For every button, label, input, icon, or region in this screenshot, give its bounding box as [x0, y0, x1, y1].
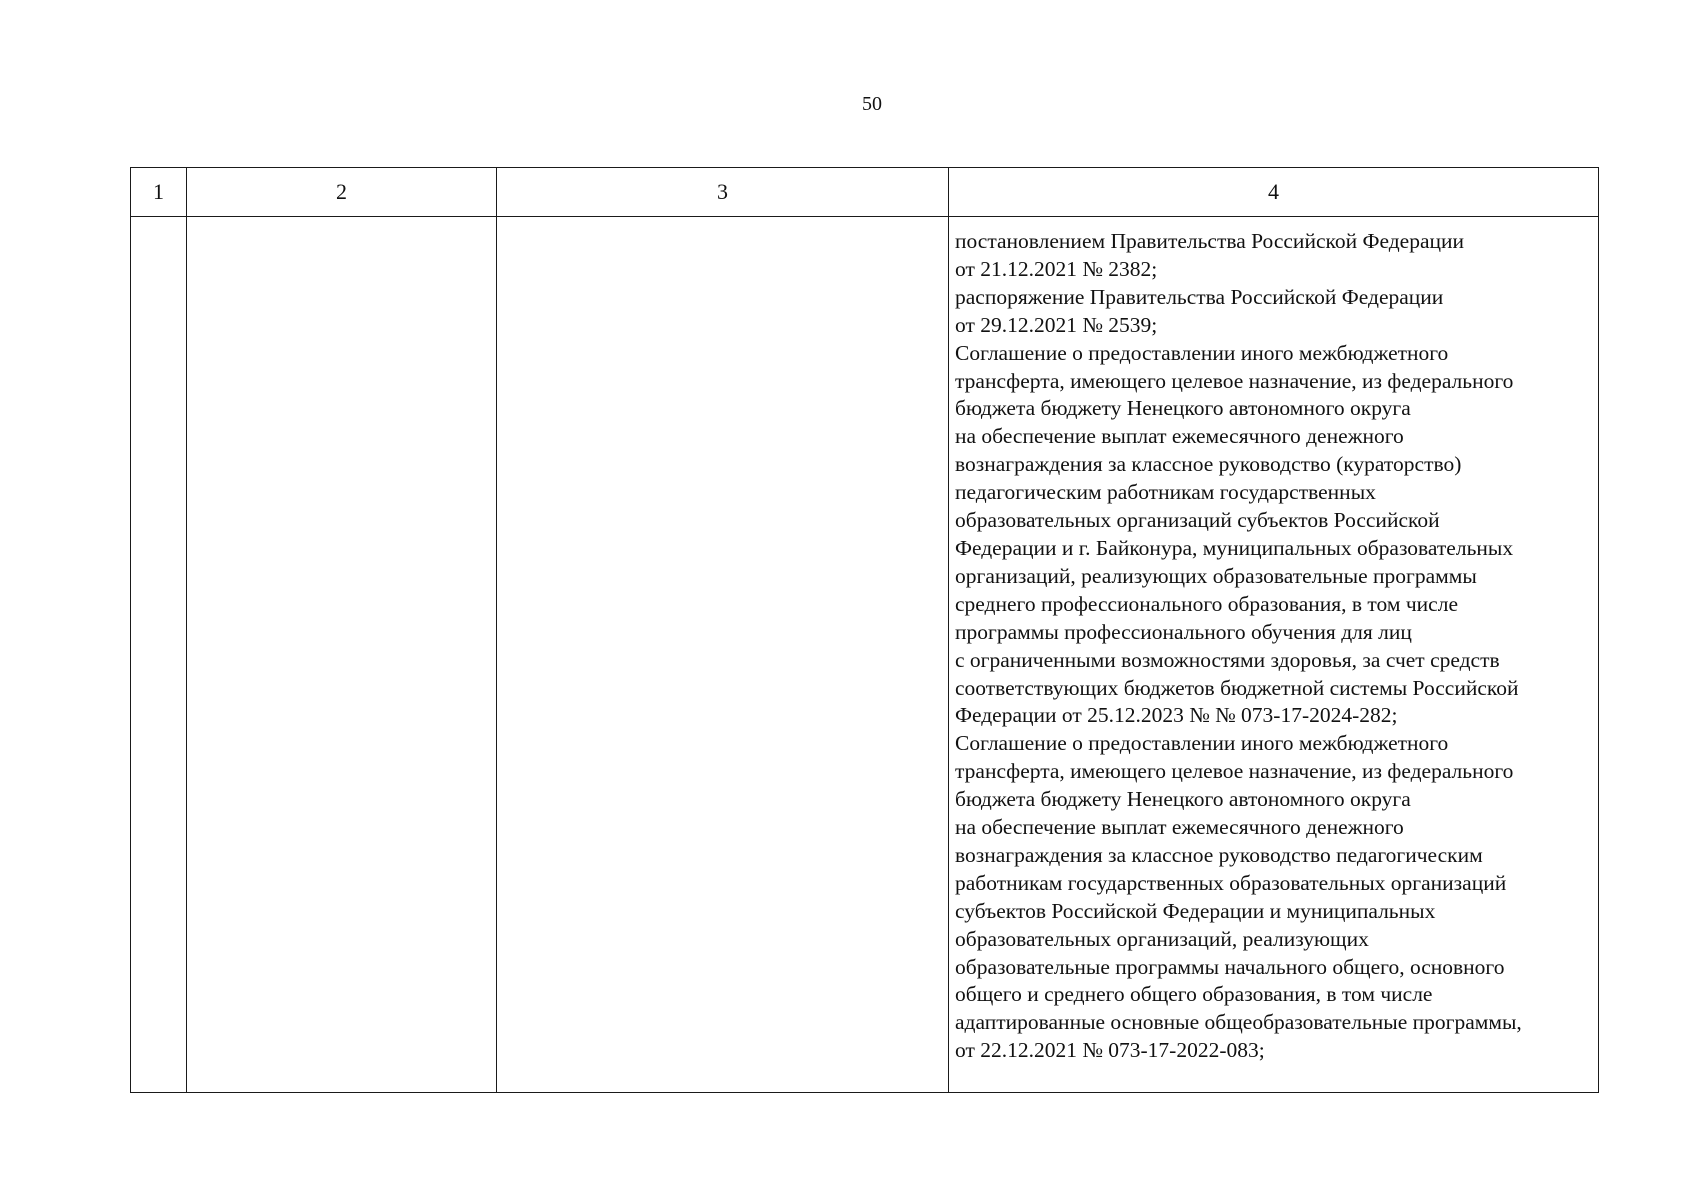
text-line: с ограниченными возможностями здоровья, за счет средств — [955, 647, 1500, 672]
text-line: педагогическим работникам государственных — [955, 480, 1376, 505]
text-line: вознаграждения за классное руководство педагогическим — [955, 842, 1483, 867]
text-line: Федерации и г. Байконура, муниципальных образовательных — [955, 535, 1514, 560]
document-table — [130, 167, 1599, 1093]
cell-col-2 — [187, 217, 497, 1093]
header-col-4: 4 — [949, 168, 1599, 217]
cell-col-1 — [131, 217, 187, 1093]
text-line: работникам государственных образовательных организаций — [955, 870, 1507, 895]
text-line: от 21.12.2021 № 2382; — [955, 256, 1158, 281]
text-line: на обеспечение выплат ежемесячного денежного — [955, 424, 1404, 449]
header-col-3: 3 — [497, 168, 949, 217]
cell-col-4 — [949, 217, 1599, 1093]
header-col-2: 2 — [187, 168, 497, 217]
text-line: Соглашение о предоставлении иного межбюджетного — [955, 731, 1449, 756]
text-line: образовательных организаций, реализующих — [955, 926, 1369, 951]
text-line: распоряжение Правительства Российской Федерации — [955, 284, 1444, 309]
text-line: бюджета бюджету Ненецкого автономного округа — [955, 396, 1411, 421]
text-line: адаптированные основные общеобразовательные программы, — [955, 1010, 1522, 1035]
text-line: Федерации от 25.12.2023 № № 073-17-2024-282; — [955, 703, 1398, 728]
cell-col-3 — [497, 217, 949, 1093]
text-line: от 22.12.2021 № 073-17-2022-083; — [955, 1038, 1265, 1063]
table-header-row — [131, 168, 1599, 217]
text-line: на обеспечение выплат ежемесячного денежного — [955, 815, 1404, 840]
text-line: организаций, реализующих образовательные программы — [955, 563, 1477, 588]
text-line: бюджета бюджету Ненецкого автономного округа — [955, 787, 1411, 812]
text-line: вознаграждения за классное руководство (кураторство) — [955, 452, 1462, 477]
text-line: трансферта, имеющего целевое назначение, из федерального — [955, 368, 1514, 393]
table-row — [131, 217, 1599, 1093]
text-line: Соглашение о предоставлении иного межбюджетного — [955, 340, 1449, 365]
text-line: общего и среднего общего образования, в том числе — [955, 982, 1433, 1007]
text-line: образовательные программы начального общего, основного — [955, 954, 1505, 979]
text-line: соответствующих бюджетов бюджетной системы Российской — [955, 675, 1519, 700]
text-line: образовательных организаций субъектов Российской — [955, 508, 1440, 533]
page-number: 50 — [862, 93, 882, 115]
text-line: постановлением Правительства Российской Федерации — [955, 229, 1465, 253]
text-line: субъектов Российской Федерации и муниципальных — [955, 898, 1436, 923]
text-line: от 29.12.2021 № 2539; — [955, 312, 1158, 337]
text-line: программы профессионального обучения для лиц — [955, 619, 1412, 644]
text-line: трансферта, имеющего целевое назначение, из федерального — [955, 759, 1514, 784]
header-col-1: 1 — [131, 168, 187, 217]
text-line: среднего профессионального образования, в том числе — [955, 591, 1458, 616]
